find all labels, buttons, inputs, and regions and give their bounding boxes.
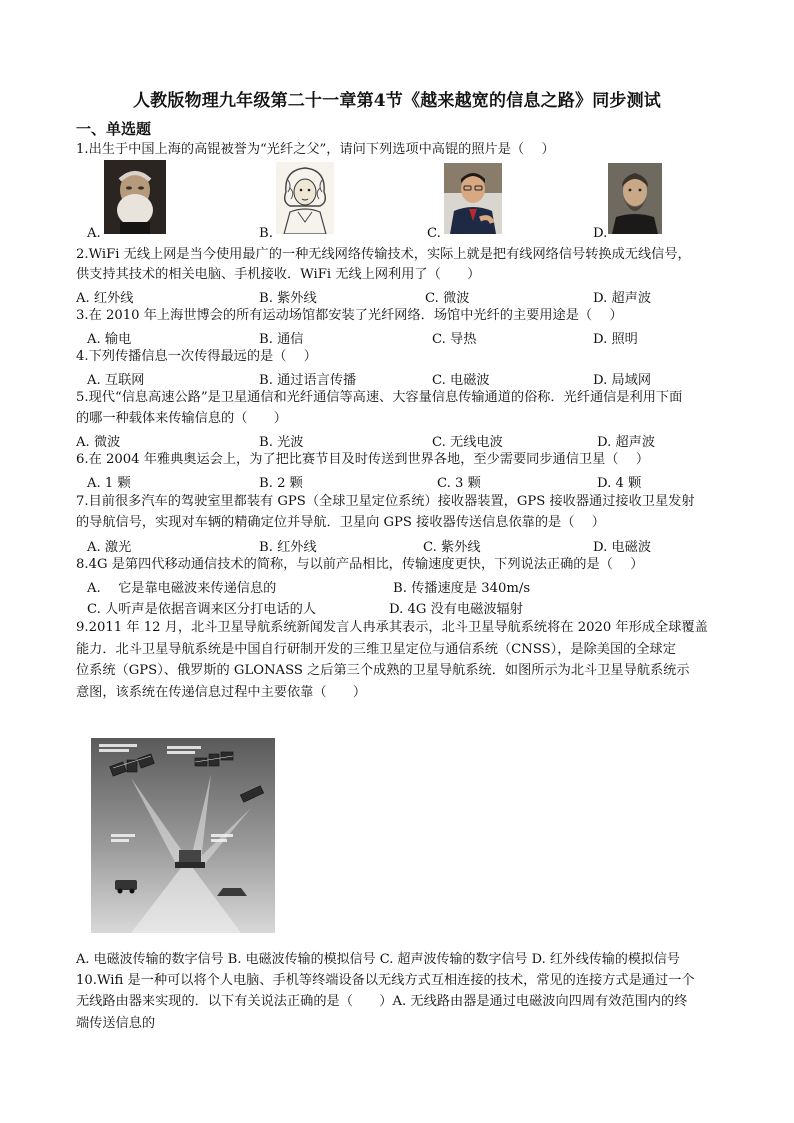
beidou-navigation-diagram: [91, 738, 275, 933]
question-1-option-c[interactable]: C.: [427, 226, 441, 241]
question-3-stem: 3.在 2010 年上海世博会的所有运动场馆都安装了光纤网络．场馆中光纤的主要用途是（ ）: [76, 308, 623, 323]
question-5-stem-line-1: 5.现代“信息高速公路”是卫星通信和光纤通信等高速、大容量信息传输通道的俗称．光纤通信是利用下面: [76, 390, 683, 405]
question-7-stem-line-2: 的导航信号，实现对车辆的精确定位并导航．卫星向 GPS 接收器传送信息依靠的是（ ）: [76, 515, 605, 530]
question-2-option-d[interactable]: D. 超声波: [593, 291, 652, 306]
question-3-option-c[interactable]: C. 导热: [432, 332, 477, 347]
question-2-option-c[interactable]: C. 微波: [425, 291, 470, 306]
question-4-option-b[interactable]: B. 通过语言传播: [259, 373, 357, 388]
question-3-option-a[interactable]: A. 输电: [87, 332, 132, 347]
photo-option-b: [276, 162, 334, 234]
question-8-option-a[interactable]: A. 它是靠电磁波来传递信息的: [87, 581, 277, 596]
question-4-option-d[interactable]: D. 局域网: [593, 373, 652, 388]
question-8-stem: 8.4G 是第四代移动通信技术的简称，与以前产品相比，传输速度更快，下列说法正确的是（ ）: [76, 557, 644, 572]
question-1-stem: 1.出生于中国上海的高锟被誉为“光纤之父”，请问下列选项中高锟的照片是（ ）: [76, 142, 555, 157]
question-7-option-c[interactable]: C. 紫外线: [423, 540, 481, 555]
question-9-options[interactable]: A. 电磁波传输的数字信号 B. 电磁波传输的模拟信号 C. 超声波传输的数字信号 D. 红外线传输的模拟信号: [76, 952, 680, 967]
page-title: 人教版物理九年级第二十一章第4节《越来越宽的信息之路》同步测试: [132, 91, 662, 111]
question-8-option-c[interactable]: C. 人听声是依据音调来区分打电话的人: [87, 602, 317, 617]
question-1-option-b[interactable]: B.: [259, 226, 273, 241]
question-2-stem-line-2: 供支持其技术的相关电脑、手机接收．WiFi 无线上网利用了（ ）: [76, 267, 481, 282]
question-7-option-a[interactable]: A. 激光: [87, 540, 132, 555]
question-5-stem-line-2: 的哪一种载体来传输信息的（ ）: [76, 411, 287, 426]
question-3-option-d[interactable]: D. 照明: [593, 332, 638, 347]
section-heading: 一、单选题: [76, 120, 152, 138]
photo-option-a: [104, 160, 166, 234]
question-3-option-b[interactable]: B. 通信: [259, 332, 304, 347]
question-7-option-d[interactable]: D. 电磁波: [593, 540, 652, 555]
question-9-stem-line-1: 9.2011 年 12 月，北斗卫星导航系统新闻发言人冉承其表示，北斗卫星导航系统将在 2020 年形成全球覆盖: [76, 620, 708, 635]
question-10-stem-line-3: 端传送信息的: [76, 1016, 156, 1031]
question-6-option-d[interactable]: D. 4 颗: [597, 476, 642, 491]
question-4-option-c[interactable]: C. 电磁波: [432, 373, 490, 388]
question-9-stem-line-2: 能力．北斗卫星导航系统是中国自行研制开发的三维卫星定位与通信系统（CNSS），是除美国的全球定: [76, 642, 676, 657]
question-1-option-d[interactable]: D.: [593, 226, 608, 241]
question-2-stem-line-1: 2.WiFi 无线上网是当今使用最广的一种无线网络传输技术，实际上就是把有线网络信号转换成无线信号，: [76, 247, 691, 262]
question-10-stem-line-1: 10.Wifi 是一种可以将个人电脑、手机等终端设备以无线方式互相连接的技术，常见的连接方式是通过一个: [76, 973, 695, 988]
question-2-option-a[interactable]: A. 红外线: [76, 291, 134, 306]
photo-option-c: [444, 163, 502, 234]
question-4-stem: 4.下列传播信息一次传得最远的是（ ）: [76, 349, 317, 364]
question-2-option-b[interactable]: B. 紫外线: [259, 291, 317, 306]
question-7-option-b[interactable]: B. 红外线: [259, 540, 317, 555]
question-6-option-b[interactable]: B. 2 颗: [259, 476, 303, 491]
question-10-stem-line-2: 无线路由器来实现的．以下有关说法正确的是（ ）A. 无线路由器是通过电磁波向四周有效范围内的终: [76, 994, 688, 1009]
question-1-option-a[interactable]: A.: [87, 226, 101, 241]
question-5-option-b[interactable]: B. 光波: [259, 435, 304, 450]
question-9-stem-line-3: 位系统（GPS）、俄罗斯的 GLONASS 之后第三个成熟的卫星导航系统．如图所示为北斗卫星导航系统示: [76, 663, 690, 678]
photo-option-d: [608, 163, 662, 234]
question-6-stem: 6.在 2004 年雅典奥运会上，为了把比赛节目及时传送到世界各地，至少需要同步通信卫星（ ）: [76, 452, 650, 467]
question-9-stem-line-4: 意图，该系统在传递信息过程中主要依靠（ ）: [76, 685, 367, 700]
question-8-option-b[interactable]: B. 传播速度是 340m/s: [393, 581, 531, 596]
question-6-option-c[interactable]: C. 3 颗: [437, 476, 481, 491]
question-5-option-d[interactable]: D. 超声波: [597, 435, 656, 450]
question-5-option-a[interactable]: A. 微波: [76, 435, 121, 450]
question-7-stem-line-1: 7.目前很多汽车的驾驶室里都装有 GPS（全球卫星定位系统）接收器装置，GPS 接收器通过接收卫星发射: [76, 494, 695, 509]
question-5-option-c[interactable]: C. 无线电波: [432, 435, 503, 450]
question-4-option-a[interactable]: A. 互联网: [87, 373, 145, 388]
question-6-option-a[interactable]: A. 1 颗: [87, 476, 131, 491]
question-8-option-d[interactable]: D. 4G 没有电磁波辐射: [389, 602, 523, 617]
